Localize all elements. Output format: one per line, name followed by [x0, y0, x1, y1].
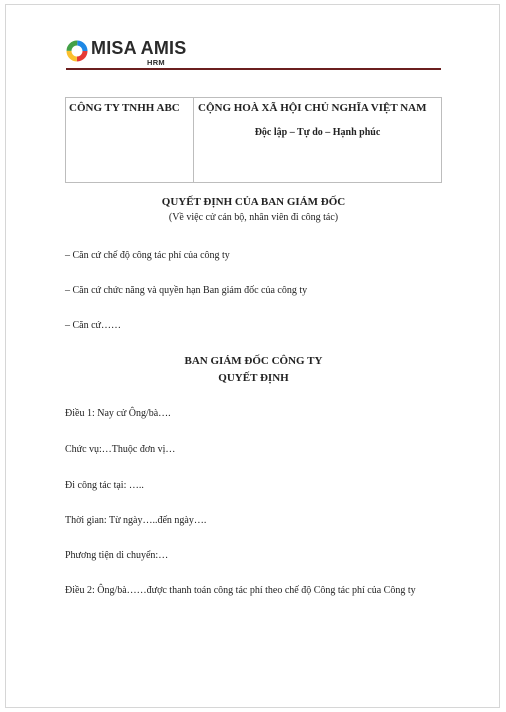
decision-title: QUYẾT ĐỊNH CỦA BAN GIÁM ĐỐC — [161, 196, 346, 208]
company-name: CÔNG TY TNHH ABC — [69, 102, 180, 114]
header-table — [65, 97, 442, 183]
brand-sub: HRM — [147, 58, 165, 67]
motto: Độc lập – Tự do – Hạnh phúc — [254, 127, 381, 138]
article-line: Chức vụ:…Thuộc đơn vị… — [65, 444, 176, 455]
article-line: Thời gian: Từ ngày…..đến ngày…. — [65, 515, 207, 526]
header-rule — [66, 68, 441, 70]
article-line: Điều 1: Nay cử Ông/bà…. — [65, 408, 171, 419]
decision-subtitle: (Về việc cử cán bộ, nhân viên đi công tác) — [168, 212, 339, 223]
article-line: Phương tiện di chuyển:… — [65, 550, 169, 561]
basis-item: – Căn cứ chế độ công tác phí của công ty — [65, 250, 230, 261]
article-line: Điều 2: Ông/bà……được thanh toán công tác phí theo chế độ Công tác phí của Công ty — [65, 585, 416, 596]
basis-item: – Căn cứ…… — [65, 320, 121, 331]
nation-name: CỘNG HOÀ XÃ HỘI CHỦ NGHĨA VIỆT NAM — [198, 102, 427, 114]
logo-ring-icon — [66, 40, 88, 62]
company-cell — [66, 98, 194, 182]
nation-cell — [194, 98, 441, 182]
board-heading: BAN GIÁM ĐỐC CÔNG TY — [184, 355, 323, 367]
basis-item: – Căn cứ chức năng và quyền hạn Ban giám đốc của công ty — [65, 285, 308, 296]
board-decision: QUYẾT ĐỊNH — [218, 372, 289, 384]
article-line: Đi công tác tại: ….. — [65, 480, 144, 491]
brand-name: MISA AMIS — [91, 38, 187, 58]
